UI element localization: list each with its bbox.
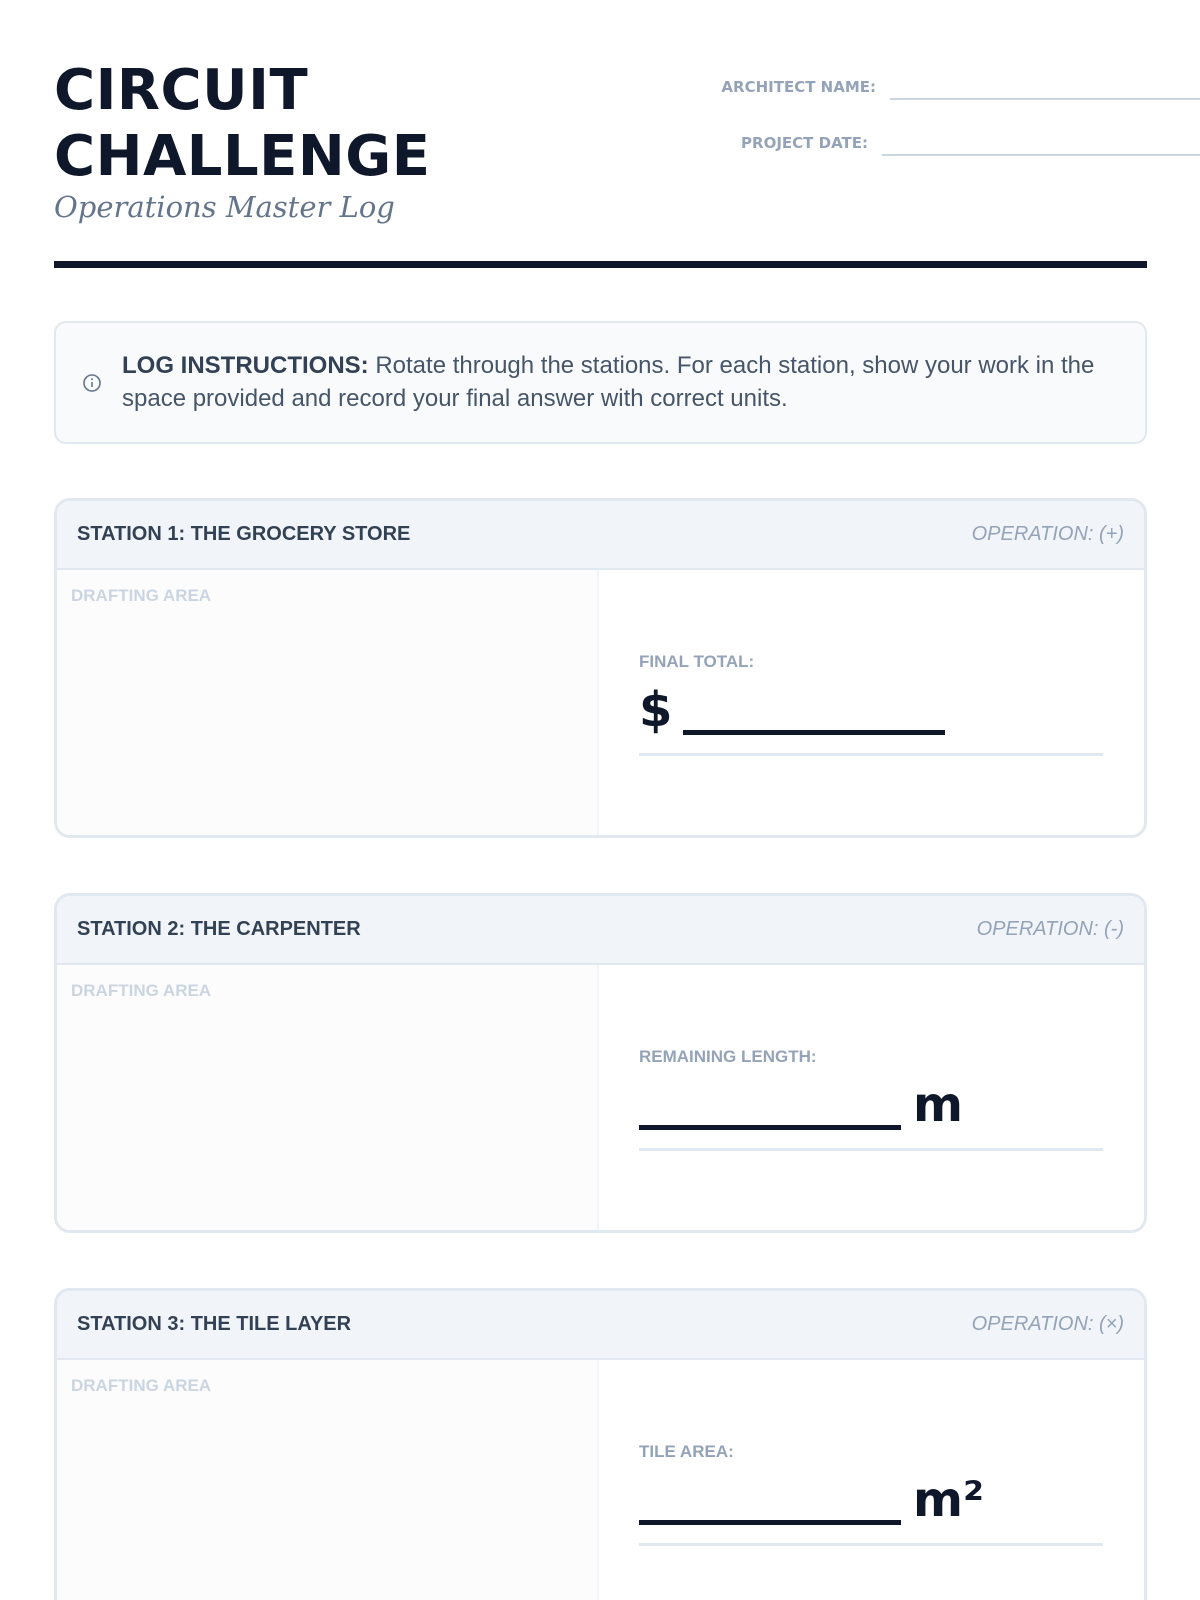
worksheet-header xyxy=(54,52,1147,268)
drafting-area[interactable] xyxy=(57,965,599,1233)
station-header xyxy=(57,896,1144,965)
drafting-area-label: DRAFTING AREA xyxy=(71,1376,212,1395)
worksheet-page xyxy=(54,0,1147,1600)
station-header xyxy=(57,1291,1144,1360)
instructions-box xyxy=(54,321,1147,444)
header-divider xyxy=(54,261,1147,268)
answer-blank-line[interactable] xyxy=(639,1520,901,1525)
project-date-field[interactable] xyxy=(694,124,1200,156)
answer-field[interactable] xyxy=(639,680,1103,756)
unit-prefix: $ xyxy=(639,682,673,738)
answer-blank-line[interactable] xyxy=(683,730,945,735)
answer-label: REMAINING LENGTH: xyxy=(639,1047,817,1066)
unit-suffix: m xyxy=(913,1077,964,1133)
instructions-lead: LOG INSTRUCTIONS: xyxy=(122,352,369,379)
station-title: STATION 1: THE GROCERY STORE xyxy=(77,523,411,545)
architect-name-line[interactable] xyxy=(890,52,1200,100)
architect-name-label: ARCHITECT NAME: xyxy=(721,78,876,96)
instructions-body: Rotate through the stations. For each station, show your work in the space provided and record your final answer with correct units. xyxy=(122,352,1095,412)
answer-label: FINAL TOTAL: xyxy=(639,652,755,671)
answer-blank-line[interactable] xyxy=(639,1125,901,1130)
station-operation: OPERATION: (×) xyxy=(971,1313,1124,1335)
project-date-line[interactable] xyxy=(882,124,1200,156)
station-title: STATION 2: THE CARPENTER xyxy=(77,918,361,940)
drafting-area[interactable] xyxy=(57,1360,599,1600)
page-subtitle: Operations Master Log xyxy=(54,190,395,224)
drafting-area-label: DRAFTING AREA xyxy=(71,981,212,1000)
station-title: STATION 3: THE TILE LAYER xyxy=(77,1313,352,1335)
unit-suffix: m² xyxy=(913,1472,985,1528)
answer-panel xyxy=(599,570,1147,838)
station-operation: OPERATION: (-) xyxy=(976,918,1124,940)
architect-name-field[interactable] xyxy=(714,52,1200,100)
info-icon xyxy=(82,373,102,393)
answer-field[interactable] xyxy=(639,1075,1103,1151)
answer-label: TILE AREA: xyxy=(639,1442,734,1461)
answer-panel xyxy=(599,965,1147,1233)
drafting-area-label: DRAFTING AREA xyxy=(71,586,212,605)
page-title: CIRCUIT CHALLENGE xyxy=(54,58,431,189)
station-card xyxy=(54,1288,1147,1600)
instructions-text xyxy=(122,349,1122,415)
station-card xyxy=(54,893,1147,1233)
station-header xyxy=(57,501,1144,570)
drafting-area[interactable] xyxy=(57,570,599,838)
project-date-label: PROJECT DATE: xyxy=(741,134,868,152)
station-operation: OPERATION: (+) xyxy=(971,523,1124,545)
answer-field[interactable] xyxy=(639,1470,1103,1546)
station-card xyxy=(54,498,1147,838)
answer-panel xyxy=(599,1360,1147,1600)
